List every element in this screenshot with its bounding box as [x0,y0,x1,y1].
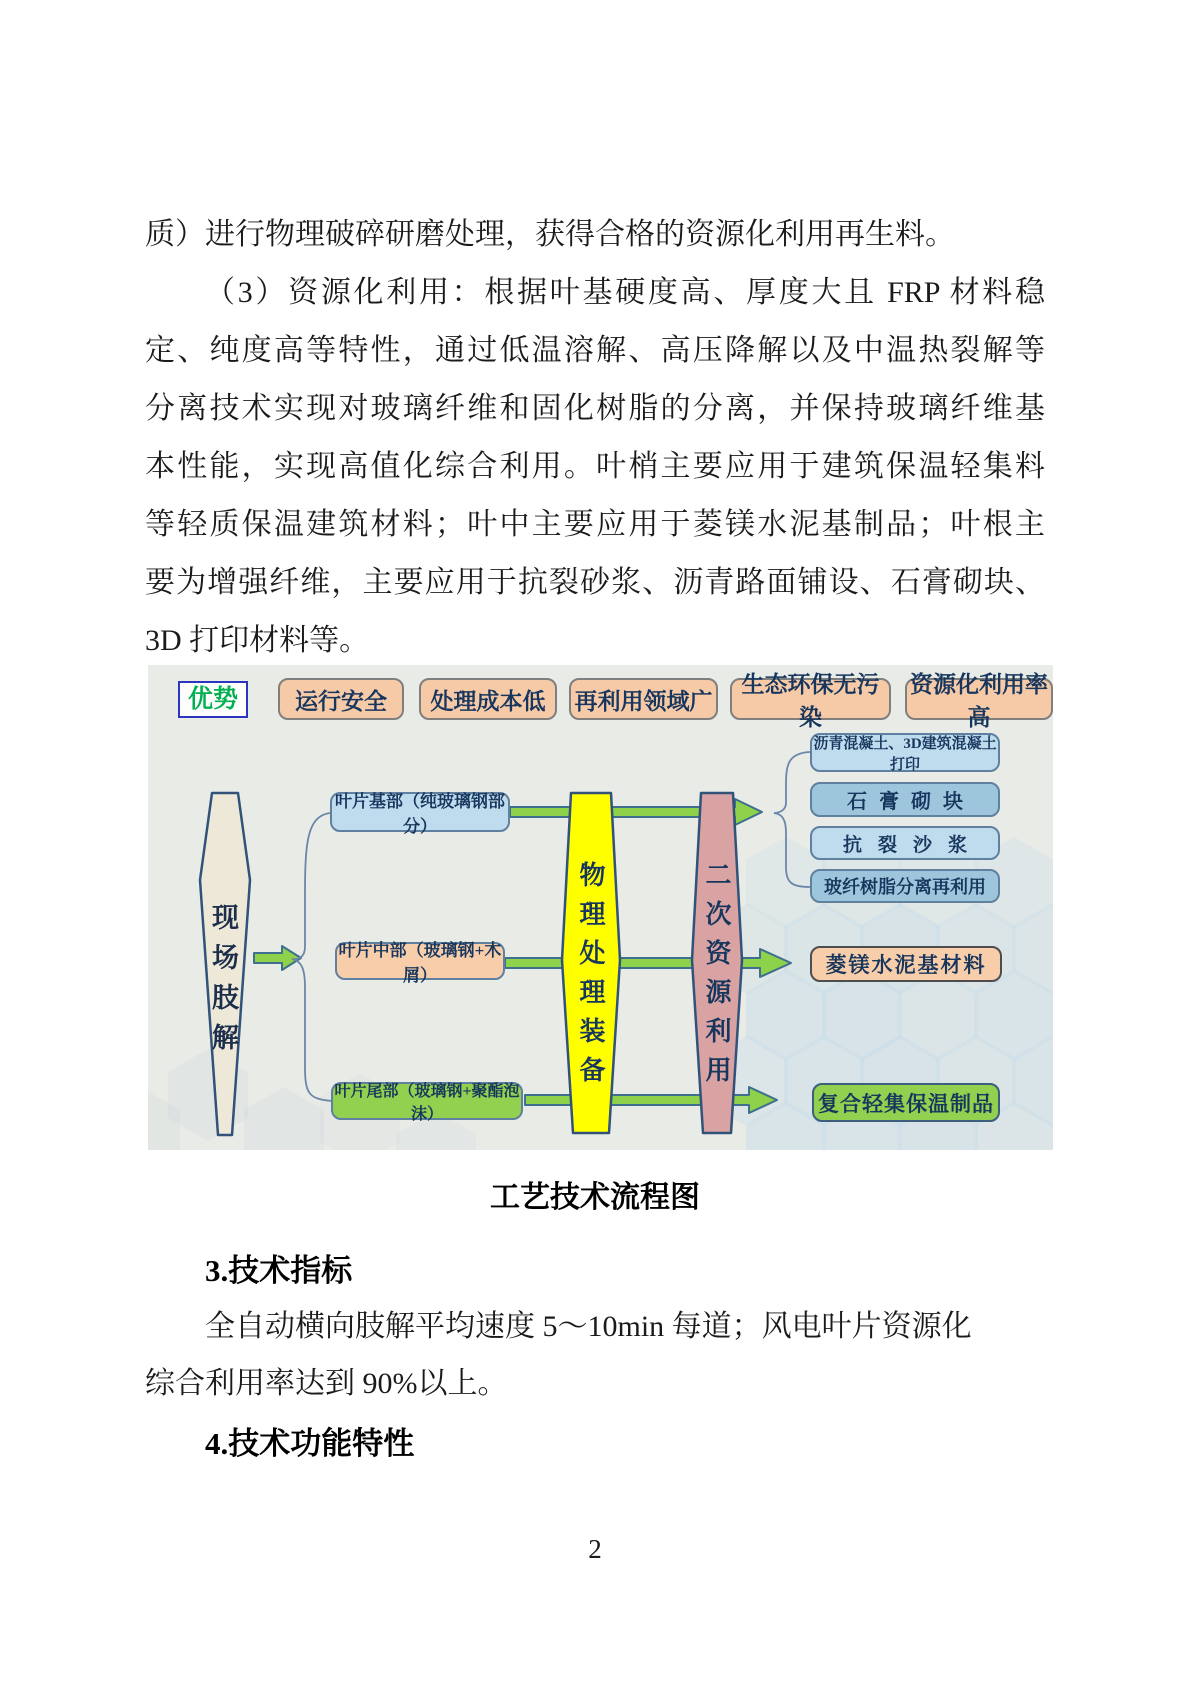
page-number: 2 [588,1534,602,1564]
blade-middle-box: 叶片中部（玻璃钢+木屑） [335,942,505,980]
blade-base-box: 叶片基部（纯玻璃钢部分） [330,792,510,832]
advantage-item: 生态环保无污染 [730,678,891,720]
body-line: （3）资源化利用：根据叶基硬度高、厚度大且 FRP 材料稳 [205,276,1045,309]
paragraph-block [145,206,1045,670]
advantage-label: 优势 [178,681,248,718]
section-3-heading: 3.技术指标 [205,1253,353,1288]
output-fiber-resin-box: 玻纤树脂分离再利用 [810,869,1000,903]
advantage-item: 运行安全 [278,678,404,720]
body-line: 要为增强纤维，主要应用于抗裂砂浆、沥青路面铺设、石膏砌块、 [145,566,1045,599]
output-asphalt-concrete-box: 沥青混凝土、3D建筑混凝土打印 [810,733,1000,772]
output-crack-mortar-box: 抗裂沙浆 [810,826,1000,860]
figure-caption: 工艺技术流程图 [490,1181,700,1214]
body-line: 定、纯度高等特性，通过低温溶解、高压降解以及中温热裂解等 [145,334,1045,367]
body-line: 分离技术实现对玻璃纤维和固化树脂的分离，并保持玻璃纤维基 [145,392,1045,425]
advantage-item: 再利用领域广 [569,678,718,720]
advantage-item: 资源化利用率高 [905,678,1053,720]
process-flow-diagram [148,665,1053,1150]
output-magnesium-cement-box: 菱镁水泥基材料 [810,946,1002,982]
section-3-line: 综合利用率达到 90%以上。 [145,1367,508,1400]
body-line: 等轻质保温建筑材料；叶中主要应用于菱镁水泥基制品；叶根主 [145,508,1045,541]
section-4-heading: 4.技术功能特性 [205,1426,415,1461]
output-insulation-product-box: 复合轻集保温制品 [812,1083,1000,1122]
output-gypsum-block-box: 石膏砌块 [810,782,1000,817]
physical-processing-label: 物理处理装备 [576,861,605,1095]
body-line: 质）进行物理破碎研磨处理，获得合格的资源化利用再生料。 [145,218,955,251]
arrow-source [254,946,301,970]
body-line: 3D 打印材料等。 [145,624,370,657]
advantage-item: 处理成本低 [419,678,557,720]
body-line: 本性能，实现高值化综合利用。叶梢主要应用于建筑保温轻集料 [145,450,1045,483]
onsite-dismantle-label: 现场肢解 [208,903,238,1063]
secondary-resource-label: 二次资源利用 [702,861,731,1095]
blade-tail-box: 叶片尾部（玻璃钢+聚酯泡沫） [331,1082,523,1120]
section-3-line: 全自动横向肢解平均速度 5～10min 每道；风电叶片资源化 [205,1310,972,1343]
